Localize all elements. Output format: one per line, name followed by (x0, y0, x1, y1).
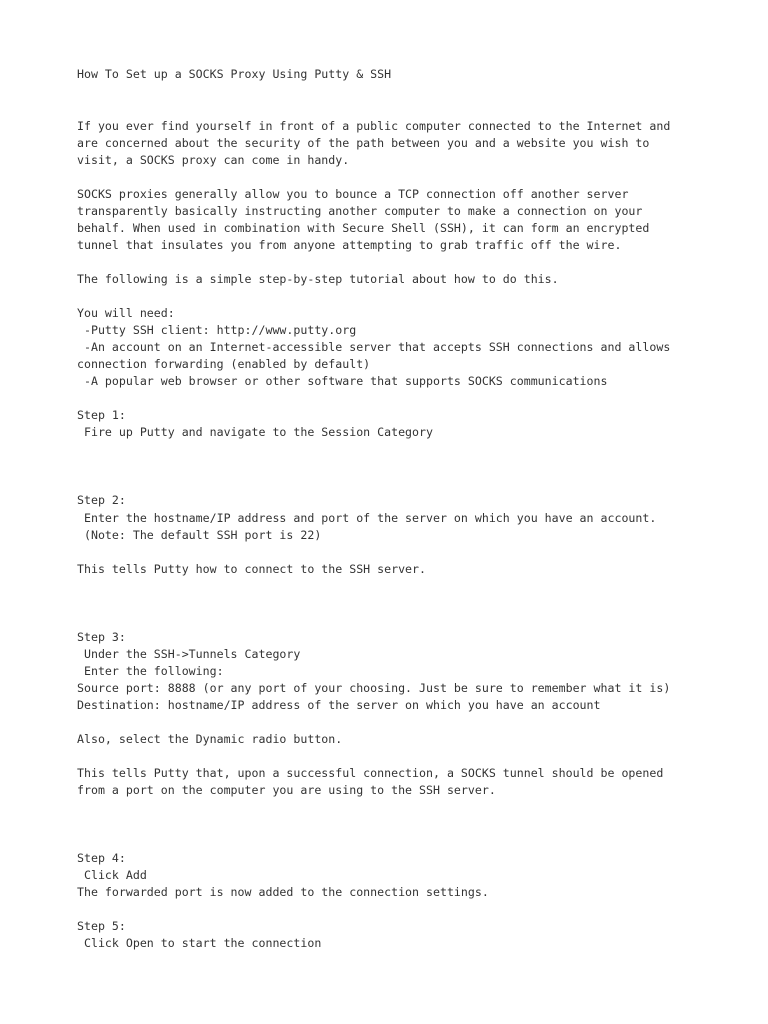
step-instruction: (Note: The default SSH port is 22) (77, 528, 322, 542)
step-instruction: Click Open to start the connection (77, 936, 322, 950)
requirements-heading: You will need: (77, 306, 175, 320)
step-instruction: Under the SSH->Tunnels Category (77, 647, 301, 661)
step-note: from a port on the computer you are using to the SSH server. (77, 783, 496, 797)
step-note: This tells Putty how to connect to the SSH server. (77, 562, 427, 576)
socks-paragraph-line: tunnel that insulates you from anyone attempting to grab traffic off the wire. (77, 238, 622, 252)
requirement-item: connection forwarding (enabled by default) (77, 357, 371, 371)
step-note: This tells Putty that, upon a successful connection, a SOCKS tunnel should be opened (77, 766, 664, 780)
step-heading: Step 5: (77, 919, 126, 933)
step-instruction: Destination: hostname/IP address of the server on which you have an account (77, 698, 601, 712)
step-instruction: Source port: 8888 (or any port of your choosing. Just be sure to remember what it is) (77, 681, 671, 695)
step-heading: Step 3: (77, 630, 126, 644)
step-instruction: Also, select the Dynamic radio button. (77, 732, 343, 746)
document-title: How To Set up a SOCKS Proxy Using Putty & SSH (77, 67, 392, 81)
step-heading: Step 1: (77, 408, 126, 422)
intro-line: visit, a SOCKS proxy can come in handy. (77, 153, 350, 167)
step-heading: Step 2: (77, 493, 126, 507)
requirement-item: -Putty SSH client: http://www.putty.org (77, 323, 357, 337)
step-instruction: Fire up Putty and navigate to the Session Category (77, 425, 433, 439)
socks-paragraph-line: SOCKS proxies generally allow you to bounce a TCP connection off another server (77, 187, 629, 201)
requirement-item: -A popular web browser or other software that supports SOCKS communications (77, 374, 608, 388)
step-instruction: Click Add (77, 868, 147, 882)
socks-paragraph-line: transparently basically instructing another computer to make a connection on your (77, 204, 643, 218)
socks-paragraph-line: behalf. When used in combination with Secure Shell (SSH), it can form an encrypted (77, 221, 650, 235)
tutorial-line: The following is a simple step-by-step tutorial about how to do this. (77, 272, 559, 286)
step-instruction: Enter the hostname/IP address and port of the server on which you have an account. (77, 511, 657, 525)
step-heading: Step 4: (77, 851, 126, 865)
step-instruction: Enter the following: (77, 664, 224, 678)
requirement-item: -An account on an Internet-accessible server that accepts SSH connections and allows (77, 340, 671, 354)
intro-line: If you ever find yourself in front of a public computer connected to the Internet and (77, 119, 671, 133)
step-note: The forwarded port is now added to the connection settings. (77, 885, 489, 899)
intro-line: are concerned about the security of the path between you and a website you wish to (77, 136, 650, 150)
